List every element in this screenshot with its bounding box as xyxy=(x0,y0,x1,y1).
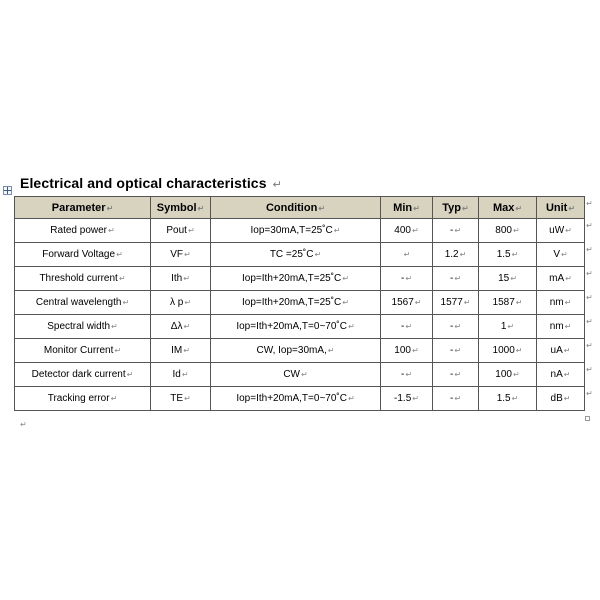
document-title-text: Electrical and optical characteristics xyxy=(20,175,267,191)
cell-typ xyxy=(433,291,479,315)
column-header-min xyxy=(381,197,433,219)
cell-end-mark: ↵ xyxy=(405,274,413,283)
cell-value: λ p xyxy=(169,297,184,308)
cell-end-mark: ↵ xyxy=(454,346,462,355)
cell-value: Iop=Ith+20mA,T=0~70˚C xyxy=(236,321,347,332)
cell-end-mark: ↵ xyxy=(197,203,205,213)
cell-end-mark: ↵ xyxy=(183,346,190,355)
column-header-parameter xyxy=(15,197,151,219)
cell-unit xyxy=(537,267,585,291)
cell-parameter xyxy=(15,387,151,411)
cell-min xyxy=(381,315,433,339)
cell-parameter xyxy=(15,267,151,291)
cell-value: - xyxy=(449,273,454,284)
cell-end-mark: ↵ xyxy=(183,274,190,283)
cell-end-mark: ↵ xyxy=(110,394,118,403)
cell-value: Δλ xyxy=(170,321,183,332)
cell-typ xyxy=(433,315,479,339)
table-row xyxy=(15,291,585,315)
cell-min xyxy=(381,219,433,243)
cell-value: nm xyxy=(549,321,564,332)
cell-value: Iop=Ith+20mA,T=25˚C xyxy=(242,273,342,284)
cell-end-mark: ↵ xyxy=(318,203,326,213)
column-header-unit xyxy=(537,197,585,219)
cell-end-mark: ↵ xyxy=(118,274,126,283)
cell-value: 15 xyxy=(498,273,510,284)
cell-typ xyxy=(433,243,479,267)
cell-value: mA xyxy=(549,273,565,284)
cell-value: nA xyxy=(550,369,563,380)
cell-end-mark: ↵ xyxy=(405,322,413,331)
cell-value: Ith xyxy=(171,273,183,284)
document-title xyxy=(20,175,282,191)
cell-value: - xyxy=(449,345,454,356)
table-resize-handle[interactable] xyxy=(585,416,590,421)
cell-end-mark: ↵ xyxy=(454,322,462,331)
cell-end-mark: ↵ xyxy=(563,394,571,403)
cell-value: uA xyxy=(550,345,563,356)
cell-condition xyxy=(211,363,381,387)
cell-parameter xyxy=(15,339,151,363)
cell-value: uW xyxy=(549,225,565,236)
cell-value: TE xyxy=(170,393,184,404)
cell-end-mark: ↵ xyxy=(184,298,192,307)
cell-end-mark: ↵ xyxy=(565,274,572,283)
cell-value: 1.2 xyxy=(444,249,459,260)
cell-end-mark: ↵ xyxy=(413,203,420,213)
cell-value: Iop=Ith+20mA,T=25˚C xyxy=(242,297,342,308)
cell-typ xyxy=(433,339,479,363)
cell-end-mark: ↵ xyxy=(300,370,308,379)
cell-end-mark: ↵ xyxy=(111,322,118,331)
cell-end-mark: ↵ xyxy=(184,250,191,259)
cell-end-mark: ↵ xyxy=(411,346,419,355)
cell-condition xyxy=(211,267,381,291)
cell-end-mark: ↵ xyxy=(181,370,189,379)
cell-value: 1577 xyxy=(440,297,463,308)
cell-value: Spectral width xyxy=(47,321,111,332)
cell-unit xyxy=(537,315,585,339)
cell-end-mark: ↵ xyxy=(184,394,191,403)
cell-value: 1587 xyxy=(492,297,515,308)
cell-parameter xyxy=(15,291,151,315)
cell-value: 100 xyxy=(394,345,411,356)
paragraph-mark: ↵ xyxy=(272,179,282,191)
cell-value: Threshold current xyxy=(39,273,118,284)
cell-value: IM xyxy=(171,345,183,356)
column-header-typ xyxy=(433,197,479,219)
cell-end-mark: ↵ xyxy=(411,226,419,235)
table-row xyxy=(15,387,585,411)
cell-end-mark: ↵ xyxy=(108,226,115,235)
move-arrows-icon xyxy=(4,187,11,194)
trailing-paragraph-mark: ↵ xyxy=(20,420,27,429)
cell-symbol xyxy=(151,363,211,387)
cell-value: nm xyxy=(549,297,564,308)
cell-end-mark: ↵ xyxy=(414,298,422,307)
cell-max xyxy=(479,267,537,291)
table-row xyxy=(15,315,585,339)
cell-value: TC =25˚C xyxy=(269,249,314,260)
cell-end-mark: ↵ xyxy=(564,298,572,307)
cell-end-mark: ↵ xyxy=(512,226,520,235)
cell-unit xyxy=(537,387,585,411)
cell-end-mark: ↵ xyxy=(412,394,419,403)
cell-value: -1.5 xyxy=(394,393,412,404)
cell-end-mark: ↵ xyxy=(342,298,349,307)
cell-value: - xyxy=(400,321,405,332)
cell-value: - xyxy=(400,369,405,380)
cell-end-mark: ↵ xyxy=(106,203,114,213)
cell-value: Forward Voltage xyxy=(42,249,116,260)
cell-condition xyxy=(211,243,381,267)
cell-value: Monitor Current xyxy=(43,345,114,356)
cell-unit xyxy=(537,291,585,315)
cell-unit xyxy=(537,339,585,363)
table-row xyxy=(15,267,585,291)
cell-end-mark: ↵ xyxy=(314,250,322,259)
cell-end-mark: ↵ xyxy=(563,370,571,379)
cell-end-mark: ↵ xyxy=(459,250,467,259)
cell-end-mark: ↵ xyxy=(511,394,519,403)
cell-end-mark: ↵ xyxy=(462,203,469,213)
cell-min xyxy=(381,291,433,315)
table-header-row xyxy=(15,197,585,219)
cell-end-mark: ↵ xyxy=(454,226,462,235)
cell-end-mark: ↵ xyxy=(564,322,572,331)
cell-value: 400 xyxy=(394,225,411,236)
cell-value: V xyxy=(553,249,560,260)
cell-value: - xyxy=(400,273,405,284)
cell-end-mark: ↵ xyxy=(403,250,411,259)
cell-value: 1.5 xyxy=(496,393,511,404)
cell-value: - xyxy=(449,393,454,404)
cell-unit xyxy=(537,363,585,387)
cell-min xyxy=(381,387,433,411)
column-header-label: Typ xyxy=(442,201,462,214)
cell-value: Iop=30mA,T=25˚C xyxy=(250,225,333,236)
cell-value: Detector dark current xyxy=(31,369,126,380)
cell-end-mark: ↵ xyxy=(183,322,191,331)
table-body xyxy=(15,219,585,411)
column-header-max xyxy=(479,197,537,219)
row-end-mark: ↵ xyxy=(586,364,593,374)
row-end-mark: ↵ xyxy=(586,292,593,302)
column-header-label: Symbol xyxy=(156,201,197,214)
cell-end-mark: ↵ xyxy=(327,346,335,355)
table-row xyxy=(15,219,585,243)
cell-end-mark: ↵ xyxy=(512,370,520,379)
cell-symbol xyxy=(151,267,211,291)
cell-typ xyxy=(433,219,479,243)
column-header-label: Max xyxy=(492,201,515,214)
cell-end-mark: ↵ xyxy=(454,274,462,283)
table-move-handle[interactable] xyxy=(3,186,12,195)
table-row xyxy=(15,339,585,363)
row-end-mark: ↵ xyxy=(586,220,593,230)
cell-value: 1 xyxy=(500,321,507,332)
row-end-mark: ↵ xyxy=(586,388,593,398)
cell-max xyxy=(479,291,537,315)
cell-min xyxy=(381,267,433,291)
cell-value: Iop=Ith+20mA,T=0~70˚C xyxy=(236,393,347,404)
column-header-label: Min xyxy=(393,201,413,214)
cell-min xyxy=(381,339,433,363)
cell-end-mark: ↵ xyxy=(510,274,517,283)
cell-end-mark: ↵ xyxy=(333,226,341,235)
cell-max xyxy=(479,219,537,243)
cell-end-mark: ↵ xyxy=(568,203,576,213)
cell-end-mark: ↵ xyxy=(116,250,123,259)
column-header-condition xyxy=(211,197,381,219)
cell-value: CW xyxy=(283,369,300,380)
cell-condition xyxy=(211,291,381,315)
cell-end-mark: ↵ xyxy=(126,370,134,379)
cell-end-mark: ↵ xyxy=(515,203,523,213)
cell-end-mark: ↵ xyxy=(347,322,355,331)
row-end-mark: ↵ xyxy=(586,268,593,278)
cell-max xyxy=(479,387,537,411)
column-header-label: Unit xyxy=(545,201,568,214)
cell-typ xyxy=(433,363,479,387)
cell-end-mark: ↵ xyxy=(507,322,515,331)
cell-value: 100 xyxy=(495,369,512,380)
cell-typ xyxy=(433,387,479,411)
cell-end-mark: ↵ xyxy=(560,250,568,259)
cell-end-mark: ↵ xyxy=(563,346,571,355)
characteristics-table xyxy=(14,196,585,411)
cell-end-mark: ↵ xyxy=(122,298,130,307)
column-header-symbol xyxy=(151,197,211,219)
cell-end-mark: ↵ xyxy=(187,226,195,235)
cell-value: - xyxy=(449,369,454,380)
cell-unit xyxy=(537,243,585,267)
cell-end-mark: ↵ xyxy=(515,298,523,307)
cell-value: 1567 xyxy=(391,297,414,308)
cell-max xyxy=(479,339,537,363)
cell-end-mark: ↵ xyxy=(454,394,462,403)
cell-parameter xyxy=(15,315,151,339)
cell-max xyxy=(479,315,537,339)
column-header-label: Parameter xyxy=(51,201,106,214)
cell-value: 1000 xyxy=(492,345,515,356)
cell-parameter xyxy=(15,243,151,267)
cell-condition xyxy=(211,315,381,339)
row-end-mark: ↵ xyxy=(586,316,593,326)
cell-typ xyxy=(433,267,479,291)
cell-value: - xyxy=(449,321,454,332)
row-end-mark: ↵ xyxy=(586,340,593,350)
cell-value: 1.5 xyxy=(496,249,511,260)
cell-condition xyxy=(211,387,381,411)
cell-end-mark: ↵ xyxy=(511,250,519,259)
cell-value: Central wavelength xyxy=(35,297,122,308)
cell-value: 800 xyxy=(495,225,512,236)
cell-end-mark: ↵ xyxy=(565,226,572,235)
row-end-mark: ↵ xyxy=(586,244,593,254)
cell-end-mark: ↵ xyxy=(342,274,349,283)
column-header-label: Condition xyxy=(265,201,318,214)
cell-symbol xyxy=(151,219,211,243)
cell-symbol xyxy=(151,339,211,363)
row-end-mark: ↵ xyxy=(586,198,593,208)
cell-symbol xyxy=(151,315,211,339)
cell-value: VF xyxy=(170,249,184,260)
table-row xyxy=(15,243,585,267)
cell-value: CW, Iop=30mA, xyxy=(256,345,327,356)
cell-min xyxy=(381,243,433,267)
cell-end-mark: ↵ xyxy=(454,370,462,379)
cell-symbol xyxy=(151,387,211,411)
cell-max xyxy=(479,363,537,387)
cell-symbol xyxy=(151,243,211,267)
cell-value: Pout xyxy=(166,225,187,236)
cell-value: Id xyxy=(172,369,181,380)
table-row xyxy=(15,363,585,387)
cell-end-mark: ↵ xyxy=(515,346,523,355)
cell-symbol xyxy=(151,291,211,315)
cell-parameter xyxy=(15,363,151,387)
cell-value: - xyxy=(449,225,454,236)
cell-condition xyxy=(211,219,381,243)
cell-end-mark: ↵ xyxy=(114,346,122,355)
cell-unit xyxy=(537,219,585,243)
cell-min xyxy=(381,363,433,387)
cell-end-mark: ↵ xyxy=(347,394,355,403)
cell-value: dB xyxy=(550,393,563,404)
cell-value: Rated power xyxy=(50,225,107,236)
cell-max xyxy=(479,243,537,267)
cell-condition xyxy=(211,339,381,363)
cell-end-mark: ↵ xyxy=(463,298,471,307)
cell-value: Tracking error xyxy=(47,393,110,404)
cell-parameter xyxy=(15,219,151,243)
cell-end-mark: ↵ xyxy=(405,370,413,379)
